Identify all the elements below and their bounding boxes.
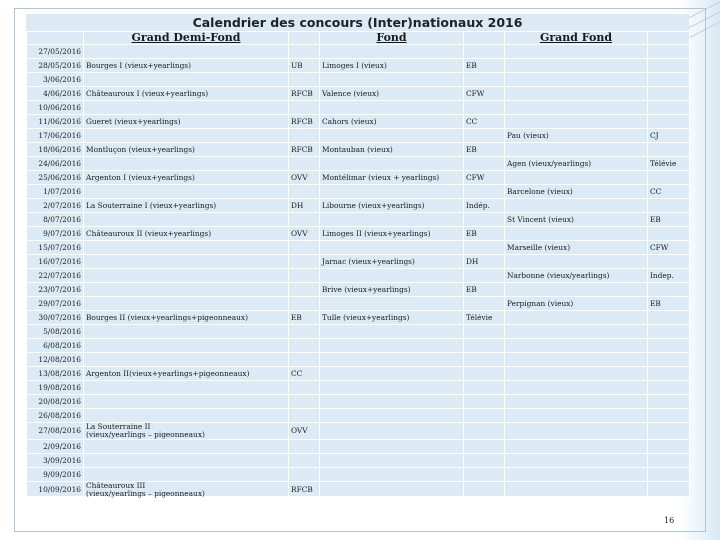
fond-cell: Valence (vieux) [320,87,464,101]
date-cell: 28/05/2016 [27,59,84,73]
gf-club-cell [648,59,690,73]
fond-club-cell: CC [464,115,505,129]
gdf-club-cell [289,468,320,482]
grand-demi-fond-cell [84,409,289,423]
header-gf-club [648,32,690,45]
grand-fond-cell [505,45,648,59]
table-header-row [27,32,690,45]
grand-demi-fond-cell: Bourges II (vieux+yearlings+pigeonneaux) [84,311,289,325]
date-cell: 27/05/2016 [27,45,84,59]
date-cell: 4/06/2016 [27,87,84,101]
table-row [27,311,690,325]
fond-cell: Montauban (vieux) [320,143,464,157]
table-row [27,115,690,129]
race-category: (vieux/yearlings – pigeonneaux) [86,489,205,498]
fond-club-cell: EB [464,283,505,297]
gf-club-cell [648,367,690,381]
grand-fond-cell [505,440,648,454]
gf-club-cell [648,199,690,213]
date-cell: 12/08/2016 [27,353,84,367]
table-row [27,199,690,213]
fond-cell [320,454,464,468]
fond-club-cell: EB [464,227,505,241]
grand-demi-fond-cell [84,454,289,468]
date-cell: 18/06/2016 [27,143,84,157]
gf-club-cell [648,440,690,454]
grand-fond-cell: Barcelone (vieux) [505,185,648,199]
gdf-club-cell: RFCB [289,482,320,499]
fond-club-cell: EB [464,143,505,157]
gdf-club-cell [289,409,320,423]
fond-cell [320,423,464,440]
grand-fond-cell [505,101,648,115]
table-row [27,87,690,101]
grand-fond-cell [505,367,648,381]
fond-club-cell [464,241,505,255]
gf-club-cell [648,311,690,325]
race-name: La Souterraine II [86,422,151,431]
grand-fond-cell [505,468,648,482]
fond-cell [320,213,464,227]
fond-club-cell: Indép. [464,199,505,213]
gf-club-cell [648,325,690,339]
table-row [27,185,690,199]
gdf-club-cell: RFCB [289,143,320,157]
table-row [27,482,690,499]
grand-demi-fond-cell: Argenton II(vieux+yearlings+pigeonneaux) [84,367,289,381]
grand-fond-cell [505,171,648,185]
grand-demi-fond-cell [84,440,289,454]
gdf-club-cell [289,440,320,454]
gdf-club-cell: DH [289,199,320,213]
date-cell: 17/06/2016 [27,129,84,143]
table-row [27,45,690,59]
grand-fond-cell: Narbonne (vieux/yearlings) [505,269,648,283]
grand-demi-fond-cell [84,101,289,115]
table-row [27,171,690,185]
gf-club-cell [648,283,690,297]
fond-cell [320,367,464,381]
fond-cell [320,129,464,143]
gdf-club-cell [289,255,320,269]
page-title: Calendrier des concours (Inter)nationaux 2016 [192,15,523,30]
grand-fond-cell [505,381,648,395]
gf-club-cell [648,339,690,353]
fond-club-cell: DH [464,255,505,269]
fond-cell [320,325,464,339]
date-cell: 25/06/2016 [27,171,84,185]
date-cell: 27/08/2016 [27,423,84,440]
table-row [27,297,690,311]
gf-club-cell [648,143,690,157]
grand-fond-cell: Marseille (vieux) [505,241,648,255]
gf-club-cell [648,482,690,499]
gf-club-cell [648,423,690,440]
date-cell: 23/07/2016 [27,283,84,297]
fond-cell [320,353,464,367]
fond-cell: Limoges I (vieux) [320,59,464,73]
date-cell: 10/09/2016 [27,482,84,499]
date-cell: 3/09/2016 [27,454,84,468]
date-cell: 1/07/2016 [27,185,84,199]
date-cell: 22/07/2016 [27,269,84,283]
gf-club-cell: Indep. [648,269,690,283]
fond-club-cell [464,381,505,395]
fond-cell [320,241,464,255]
gdf-club-cell [289,395,320,409]
gdf-club-cell [289,241,320,255]
grand-demi-fond-cell [84,325,289,339]
header-fond-club [464,32,505,45]
fond-cell [320,185,464,199]
grand-fond-cell [505,59,648,73]
gf-club-cell: CFW [648,241,690,255]
grand-demi-fond-cell [84,339,289,353]
grand-fond-cell [505,325,648,339]
fond-cell: Jarnac (vieux+yearlings) [320,255,464,269]
fond-cell [320,409,464,423]
fond-club-cell [464,454,505,468]
fond-cell [320,269,464,283]
fond-cell: Brive (vieux+yearlings) [320,283,464,297]
gdf-club-cell [289,381,320,395]
fond-cell: Limoges II (vieux+yearlings) [320,227,464,241]
table-row [27,409,690,423]
grand-demi-fond-cell [84,129,289,143]
date-cell: 9/07/2016 [27,227,84,241]
grand-demi-fond-cell: Châteauroux II (vieux+yearlings) [84,227,289,241]
gf-club-cell: Télévie [648,157,690,171]
header-grand-fond: Grand Fond [505,32,648,45]
date-cell: 24/06/2016 [27,157,84,171]
grand-demi-fond-cell [84,381,289,395]
gf-club-cell [648,87,690,101]
gf-club-cell [648,353,690,367]
fond-club-cell [464,157,505,171]
grand-fond-cell [505,255,648,269]
table-row [27,269,690,283]
table-row [27,227,690,241]
grand-fond-cell [505,395,648,409]
fond-cell [320,339,464,353]
grand-demi-fond-cell [84,45,289,59]
header-grand-demi-fond: Grand Demi-Fond [84,32,289,45]
fond-club-cell [464,339,505,353]
grand-demi-fond-cell [84,423,289,440]
grand-demi-fond-cell [84,269,289,283]
grand-fond-cell [505,115,648,129]
fond-club-cell [464,367,505,381]
fond-club-cell [464,440,505,454]
table-row [27,255,690,269]
gdf-club-cell: EB [289,311,320,325]
gf-club-cell [648,227,690,241]
date-cell: 6/08/2016 [27,339,84,353]
fond-cell [320,101,464,115]
gdf-club-cell [289,213,320,227]
page-number: 16 [664,516,675,525]
grand-fond-cell [505,283,648,297]
table-row [27,213,690,227]
gdf-club-cell [289,325,320,339]
grand-fond-cell [505,143,648,157]
header-gdf-club [289,32,320,45]
date-cell: 10/06/2016 [27,101,84,115]
gdf-club-cell [289,45,320,59]
fond-club-cell [464,45,505,59]
fond-cell [320,468,464,482]
gdf-club-cell [289,297,320,311]
gf-club-cell [648,73,690,87]
gdf-club-cell: OVV [289,423,320,440]
fond-club-cell [464,353,505,367]
table-row [27,353,690,367]
grand-fond-cell [505,227,648,241]
grand-demi-fond-cell [84,353,289,367]
gf-club-cell [648,115,690,129]
fond-club-cell [464,73,505,87]
header-date [27,32,84,45]
fond-cell [320,45,464,59]
fond-club-cell [464,468,505,482]
grand-demi-fond-cell [84,283,289,297]
fond-club-cell [464,101,505,115]
gf-club-cell [648,395,690,409]
fond-cell [320,440,464,454]
table-row [27,440,690,454]
gf-club-cell: CC [648,185,690,199]
grand-demi-fond-cell [84,157,289,171]
calendar-body [27,45,690,499]
gdf-club-cell [289,185,320,199]
fond-club-cell [464,185,505,199]
date-cell: 3/06/2016 [27,73,84,87]
fond-club-cell [464,395,505,409]
fond-club-cell: CFW [464,87,505,101]
fond-cell [320,482,464,499]
grand-demi-fond-cell: Montluçon (vieux+yearlings) [84,143,289,157]
grand-fond-cell: Agen (vieux/yearlings) [505,157,648,171]
gdf-club-cell: CC [289,367,320,381]
grand-fond-cell [505,87,648,101]
fond-club-cell [464,269,505,283]
gdf-club-cell [289,283,320,297]
gf-club-cell: EB [648,297,690,311]
table-row [27,157,690,171]
table-row [27,454,690,468]
table-row [27,339,690,353]
gf-club-cell [648,45,690,59]
table-row [27,367,690,381]
grand-demi-fond-cell [84,297,289,311]
fond-cell: Montélimar (vieux + yearlings) [320,171,464,185]
table-row [27,143,690,157]
fond-club-cell: Télévie [464,311,505,325]
grand-fond-cell: Pau (vieux) [505,129,648,143]
table-row [27,101,690,115]
date-cell: 8/07/2016 [27,213,84,227]
fond-club-cell [464,213,505,227]
grand-fond-cell [505,409,648,423]
grand-demi-fond-cell: Bourges I (vieux+yearlings) [84,59,289,73]
fond-club-cell [464,297,505,311]
grand-demi-fond-cell [84,255,289,269]
gf-club-cell: EB [648,213,690,227]
fond-club-cell: EB [464,59,505,73]
table-row [27,283,690,297]
gdf-club-cell: RFCB [289,115,320,129]
grand-demi-fond-cell [84,213,289,227]
race-category: (vieux/yearlings – pigeonneaux) [86,430,205,439]
grand-fond-cell [505,199,648,213]
gf-club-cell [648,409,690,423]
fond-cell: Cahors (vieux) [320,115,464,129]
fond-cell [320,395,464,409]
grand-fond-cell [505,353,648,367]
grand-demi-fond-cell [84,73,289,87]
date-cell: 11/06/2016 [27,115,84,129]
table-row [27,59,690,73]
fond-club-cell [464,482,505,499]
fond-cell [320,297,464,311]
grand-demi-fond-cell: Gueret (vieux+yearlings) [84,115,289,129]
fond-cell [320,73,464,87]
table-row [27,325,690,339]
calendar-document [26,14,689,496]
grand-fond-cell [505,482,648,499]
gf-club-cell: CJ [648,129,690,143]
fond-cell: Tulle (vieux+yearlings) [320,311,464,325]
grand-demi-fond-cell [84,395,289,409]
table-row [27,241,690,255]
gdf-club-cell [289,353,320,367]
grand-demi-fond-cell: Châteauroux I (vieux+yearlings) [84,87,289,101]
header-fond: Fond [320,32,464,45]
date-cell: 29/07/2016 [27,297,84,311]
fond-club-cell [464,409,505,423]
calendar-table [26,31,690,499]
table-row [27,395,690,409]
gdf-club-cell: OVV [289,227,320,241]
fond-cell [320,381,464,395]
date-cell: 5/08/2016 [27,325,84,339]
grand-demi-fond-cell [84,482,289,499]
gdf-club-cell [289,129,320,143]
date-cell: 2/09/2016 [27,440,84,454]
grand-demi-fond-cell: Argenton I (vieux+yearlings) [84,171,289,185]
gdf-club-cell [289,101,320,115]
gf-club-cell [648,468,690,482]
date-cell: 15/07/2016 [27,241,84,255]
grand-fond-cell: Perpignan (vieux) [505,297,648,311]
gf-club-cell [648,381,690,395]
table-row [27,73,690,87]
grand-demi-fond-cell [84,468,289,482]
grand-demi-fond-cell: La Souterraine I (vieux+yearlings) [84,199,289,213]
gf-club-cell [648,101,690,115]
date-cell: 30/07/2016 [27,311,84,325]
grand-demi-fond-cell [84,185,289,199]
date-cell: 13/08/2016 [27,367,84,381]
fond-cell: Libourne (vieux+yearlings) [320,199,464,213]
gdf-club-cell [289,339,320,353]
grand-fond-cell [505,73,648,87]
date-cell: 20/08/2016 [27,395,84,409]
fond-club-cell [464,423,505,440]
gf-club-cell [648,454,690,468]
date-cell: 16/07/2016 [27,255,84,269]
gdf-club-cell [289,73,320,87]
date-cell: 26/08/2016 [27,409,84,423]
gdf-club-cell: OVV [289,171,320,185]
gdf-club-cell [289,157,320,171]
gf-club-cell [648,255,690,269]
gdf-club-cell [289,454,320,468]
gdf-club-cell: RFCB [289,87,320,101]
fond-club-cell: CFW [464,171,505,185]
grand-fond-cell [505,339,648,353]
gdf-club-cell [289,269,320,283]
date-cell: 2/07/2016 [27,199,84,213]
table-row [27,468,690,482]
fond-club-cell [464,325,505,339]
grand-fond-cell: St Vincent (vieux) [505,213,648,227]
date-cell: 9/09/2016 [27,468,84,482]
fond-club-cell [464,129,505,143]
gdf-club-cell: UB [289,59,320,73]
race-name: Châteauroux III [86,481,146,490]
grand-fond-cell [505,454,648,468]
grand-fond-cell [505,311,648,325]
table-row [27,129,690,143]
grand-demi-fond-cell [84,241,289,255]
table-row [27,381,690,395]
date-cell: 19/08/2016 [27,381,84,395]
fond-cell [320,157,464,171]
gf-club-cell [648,171,690,185]
table-row [27,423,690,440]
grand-fond-cell [505,423,648,440]
